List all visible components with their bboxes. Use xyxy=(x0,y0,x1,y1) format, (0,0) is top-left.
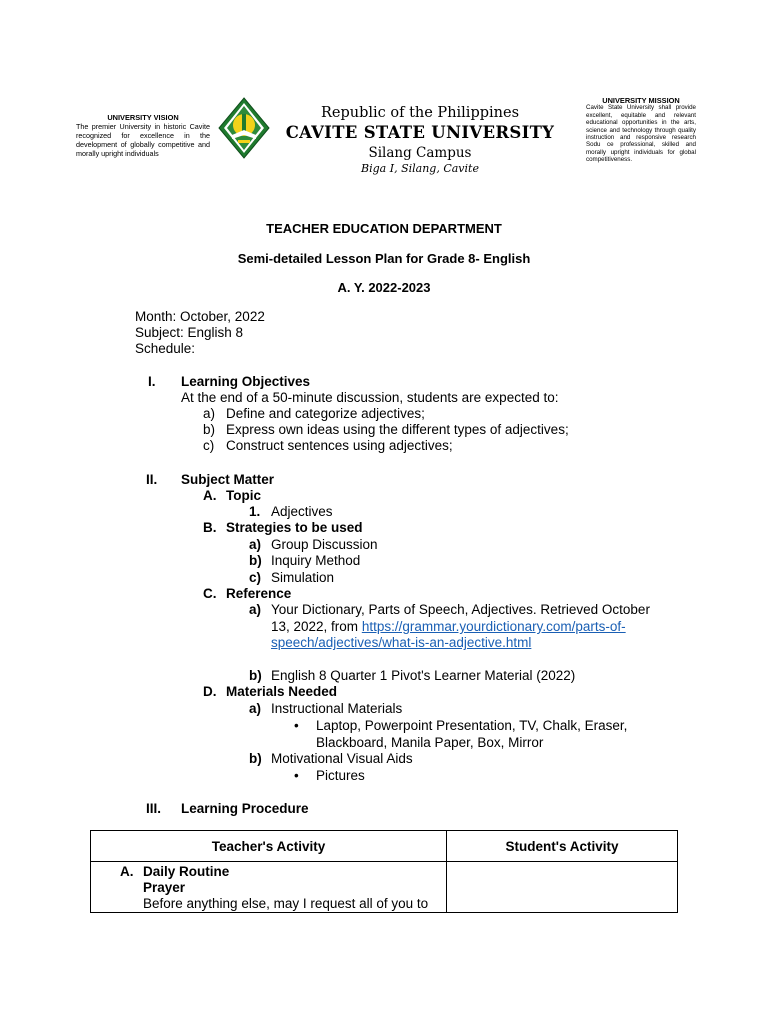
reference-marker: C. xyxy=(203,586,217,601)
section-2-number: II. xyxy=(146,472,158,487)
reference-item-line-1: Your Dictionary, Parts of Speech, Adjectives. Retrieved October xyxy=(271,602,650,617)
strategy-item: Inquiry Method xyxy=(271,553,361,568)
month-line: Month: October, 2022 xyxy=(135,309,265,324)
reference-link-line-2 xyxy=(271,635,531,651)
objective-item: Define and categorize adjectives; xyxy=(226,406,425,421)
materials-item: Motivational Visual Aids xyxy=(271,751,413,766)
university-name: CAVITE STATE UNIVERSITY xyxy=(285,123,555,142)
mission-text: Cavite State University shall provide excellent, equitable and relevant educational opportunities in the arts, science and technology through quality instruction and responsive research Sodu ce professional, skilled and morally upright individuals for global competitiveness. xyxy=(586,104,696,164)
reference-heading: Reference xyxy=(226,586,292,601)
strategies-heading: Strategies to be used xyxy=(226,520,363,535)
topic-heading: Topic xyxy=(226,488,261,503)
student-activity-header: Student's Activity xyxy=(447,831,678,862)
objective-marker: c) xyxy=(203,438,215,453)
table-row xyxy=(91,862,678,913)
strategy-marker: b) xyxy=(249,553,262,568)
vision-title: UNIVERSITY VISION xyxy=(107,113,179,122)
strategy-item: Simulation xyxy=(271,570,335,585)
vision-text: The premier University in historic Cavite recognized for excellence in the development of globally competitive and morally upright individuals xyxy=(76,122,210,158)
materials-bullet-line-2: Blackboard, Manila Paper, Box, Mirror xyxy=(316,735,544,750)
reference-item-marker: b) xyxy=(249,668,262,683)
objective-marker: a) xyxy=(203,406,216,421)
reference-link[interactable]: speech/adjectives/what-is-an-adjective.html xyxy=(271,635,532,650)
section-3-title: Learning Procedure xyxy=(181,801,309,816)
learning-procedure-table xyxy=(90,830,678,913)
schedule-line: Schedule: xyxy=(135,341,196,356)
department-title: TEACHER EDUCATION DEPARTMENT xyxy=(266,221,502,236)
objective-item: Express own ideas using the different types of adjectives; xyxy=(226,422,569,437)
topic-marker: A. xyxy=(203,488,217,503)
objective-item: Construct sentences using adjectives; xyxy=(226,438,453,453)
materials-bullet-line-1: Laptop, Powerpoint Presentation, TV, Chalk, Eraser, xyxy=(316,718,628,733)
teacher-activity-header: Teacher's Activity xyxy=(91,831,447,862)
objectives-intro: At the end of a 50-minute discussion, students are expected to: xyxy=(181,390,559,405)
reference-item: English 8 Quarter 1 Pivot's Learner Material (2022) xyxy=(271,668,576,683)
university-vision xyxy=(76,113,210,158)
section-1-number: I. xyxy=(148,374,156,389)
topic-item: Adjectives xyxy=(271,504,333,519)
teacher-activity-cell xyxy=(91,862,447,913)
campus-address: Biga I, Silang, Cavite xyxy=(361,162,479,175)
objective-marker: b) xyxy=(203,422,216,437)
section-2-title: Subject Matter xyxy=(181,472,275,487)
strategies-marker: B. xyxy=(203,520,217,535)
university-header xyxy=(270,104,570,176)
reference-item-line-2 xyxy=(271,619,626,635)
reference-item-marker: a) xyxy=(249,602,262,617)
materials-item-marker: a) xyxy=(249,701,262,716)
row-marker: A. xyxy=(120,864,134,879)
university-mission xyxy=(586,97,696,164)
bullet-icon: • xyxy=(294,768,299,783)
bullet-icon: • xyxy=(294,718,299,733)
materials-item: Instructional Materials xyxy=(271,701,403,716)
subject-line: Subject: English 8 xyxy=(135,325,244,340)
student-activity-cell xyxy=(447,862,678,913)
topic-item-marker: 1. xyxy=(249,504,261,519)
reference-link[interactable]: https://grammar.yourdictionary.com/parts-of- xyxy=(361,619,626,634)
academic-year: A. Y. 2022-2023 xyxy=(337,280,431,295)
table-header-row xyxy=(91,831,678,862)
strategy-marker: a) xyxy=(249,537,262,552)
row-subtitle: Prayer xyxy=(143,880,186,895)
section-3-number: III. xyxy=(146,801,162,816)
strategy-item: Group Discussion xyxy=(271,537,378,552)
university-seal-icon xyxy=(218,97,270,159)
republic-line: Republic of the Philippines xyxy=(320,105,520,121)
lesson-plan-title: Semi-detailed Lesson Plan for Grade 8- English xyxy=(237,251,531,266)
strategy-marker: c) xyxy=(249,570,262,585)
mission-title: UNIVERSITY MISSION xyxy=(602,96,680,105)
materials-heading: Materials Needed xyxy=(226,684,338,699)
section-1-title: Learning Objectives xyxy=(181,374,311,389)
row-title: Daily Routine xyxy=(143,864,230,879)
materials-bullet: Pictures xyxy=(316,768,365,783)
row-text: Before anything else, may I request all of you to xyxy=(143,896,429,911)
campus-name: Silang Campus xyxy=(368,145,472,161)
materials-marker: D. xyxy=(203,684,217,699)
reference-retrieved-text: 13, 2022, from xyxy=(271,619,362,634)
materials-item-marker: b) xyxy=(249,751,262,766)
